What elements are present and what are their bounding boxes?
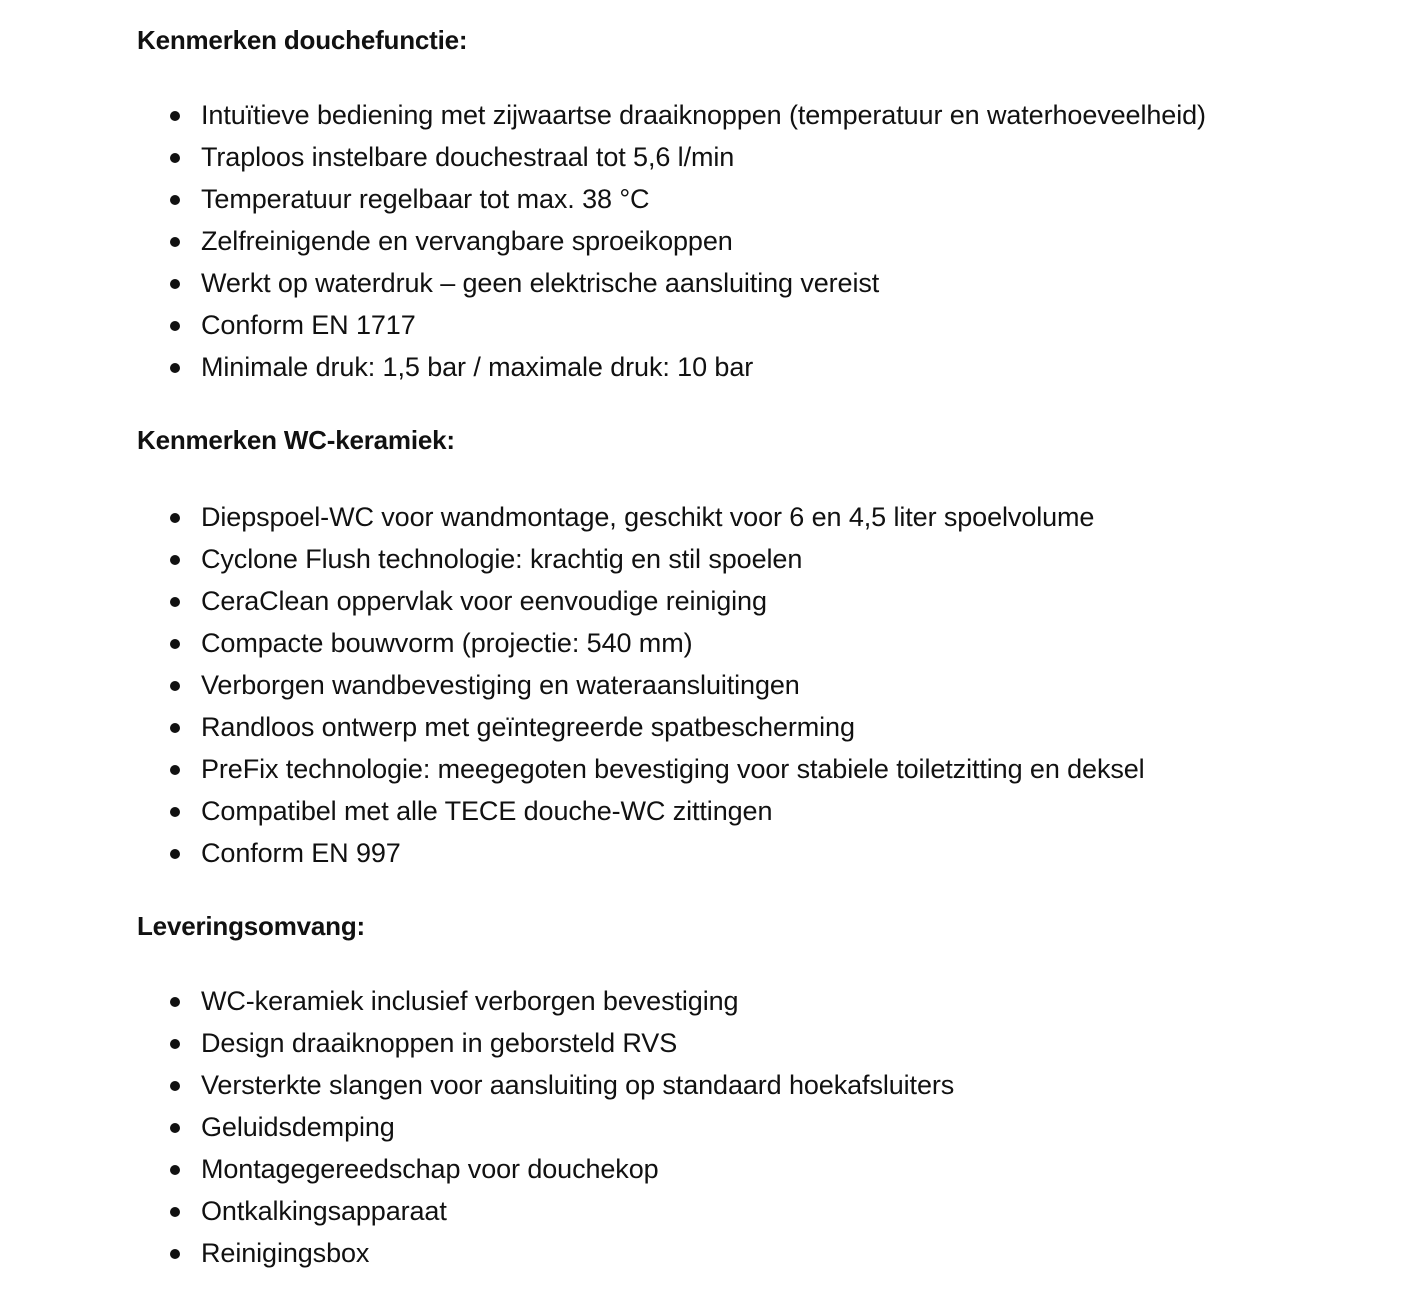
bullet-icon <box>170 1123 180 1133</box>
list-item <box>137 664 1377 706</box>
section-heading: Kenmerken douchefunctie: <box>137 25 468 55</box>
bullet-icon <box>170 555 180 565</box>
bullet-icon <box>170 195 180 205</box>
bullet-icon <box>170 1081 180 1091</box>
bullet-icon <box>170 681 180 691</box>
list-item <box>137 980 1377 1022</box>
feature-list <box>137 94 1377 388</box>
section-heading: Leveringsomvang: <box>137 911 365 941</box>
list-item <box>137 496 1377 538</box>
list-item-text: PreFix technologie: meegegoten bevestiging voor stabiele toiletzitting en deksel <box>201 754 1145 784</box>
list-item-text: Versterkte slangen voor aansluiting op standaard hoekafsluiters <box>201 1070 955 1100</box>
bullet-icon <box>170 1165 180 1175</box>
list-item <box>137 220 1377 262</box>
list-item-text: CeraClean oppervlak voor eenvoudige reiniging <box>201 586 767 616</box>
bullet-icon <box>170 849 180 859</box>
bullet-icon <box>170 597 180 607</box>
ceramic-features-section <box>137 420 1377 874</box>
list-item <box>137 262 1377 304</box>
list-item-text: Ontkalkingsapparaat <box>201 1196 447 1226</box>
list-item <box>137 178 1377 220</box>
list-item-text: Randloos ontwerp met geïntegreerde spatbescherming <box>201 712 855 742</box>
bullet-icon <box>170 237 180 247</box>
list-item <box>137 748 1377 790</box>
list-item-text: Geluidsdemping <box>201 1112 395 1142</box>
list-item-text: Minimale druk: 1,5 bar / maximale druk: 10 bar <box>201 352 754 382</box>
list-item <box>137 1022 1377 1064</box>
feature-list <box>137 496 1377 874</box>
list-item <box>137 304 1377 346</box>
bullet-icon <box>170 997 180 1007</box>
list-item <box>137 1148 1377 1190</box>
list-item-text: Conform EN 997 <box>201 838 401 868</box>
list-item <box>137 832 1377 874</box>
list-item-text: Cyclone Flush technologie: krachtig en stil spoelen <box>201 544 803 574</box>
bullet-icon <box>170 513 180 523</box>
list-item <box>137 136 1377 178</box>
list-item <box>137 346 1377 388</box>
bullet-icon <box>170 111 180 121</box>
bullet-icon <box>170 321 180 331</box>
list-item-text: Werkt op waterdruk – geen elektrische aansluiting vereist <box>201 268 880 298</box>
bullet-icon <box>170 1207 180 1217</box>
bullet-icon <box>170 279 180 289</box>
list-item <box>137 94 1377 136</box>
bullet-icon <box>170 765 180 775</box>
list-item-text: Diepspoel-WC voor wandmontage, geschikt voor 6 en 4,5 liter spoelvolume <box>201 502 1095 532</box>
list-item <box>137 1232 1377 1274</box>
list-item <box>137 1064 1377 1106</box>
list-item-text: Reinigingsbox <box>201 1238 370 1268</box>
bullet-icon <box>170 1039 180 1049</box>
list-item <box>137 706 1377 748</box>
list-item-text: WC-keramiek inclusief verborgen bevestiging <box>201 986 739 1016</box>
list-item-text: Design draaiknoppen in geborsteld RVS <box>201 1028 678 1058</box>
list-item-text: Zelfreinigende en vervangbare sproeikoppen <box>201 226 733 256</box>
bullet-icon <box>170 153 180 163</box>
list-item-text: Temperatuur regelbaar tot max. 38 °C <box>201 184 650 214</box>
list-item <box>137 580 1377 622</box>
product-features-content <box>137 20 1377 1274</box>
bullet-icon <box>170 1249 180 1259</box>
bullet-icon <box>170 639 180 649</box>
list-item <box>137 1190 1377 1232</box>
feature-list <box>137 980 1377 1274</box>
bullet-icon <box>170 363 180 373</box>
list-item-text: Verborgen wandbevestiging en wateraansluitingen <box>201 670 800 700</box>
shower-features-section <box>137 20 1377 388</box>
list-item-text: Traploos instelbare douchestraal tot 5,6 l/min <box>201 142 735 172</box>
list-item-text: Intuïtieve bediening met zijwaartse draaiknoppen (temperatuur en waterhoeveelheid) <box>201 100 1206 130</box>
list-item-text: Montagegereedschap voor douchekop <box>201 1154 659 1184</box>
section-heading: Kenmerken WC-keramiek: <box>137 425 455 455</box>
list-item <box>137 790 1377 832</box>
list-item <box>137 538 1377 580</box>
list-item <box>137 622 1377 664</box>
list-item-text: Compacte bouwvorm (projectie: 540 mm) <box>201 628 693 658</box>
list-item-text: Compatibel met alle TECE douche-WC zittingen <box>201 796 773 826</box>
list-item <box>137 1106 1377 1148</box>
delivery-scope-section <box>137 906 1377 1274</box>
bullet-icon <box>170 807 180 817</box>
bullet-icon <box>170 723 180 733</box>
list-item-text: Conform EN 1717 <box>201 310 416 340</box>
